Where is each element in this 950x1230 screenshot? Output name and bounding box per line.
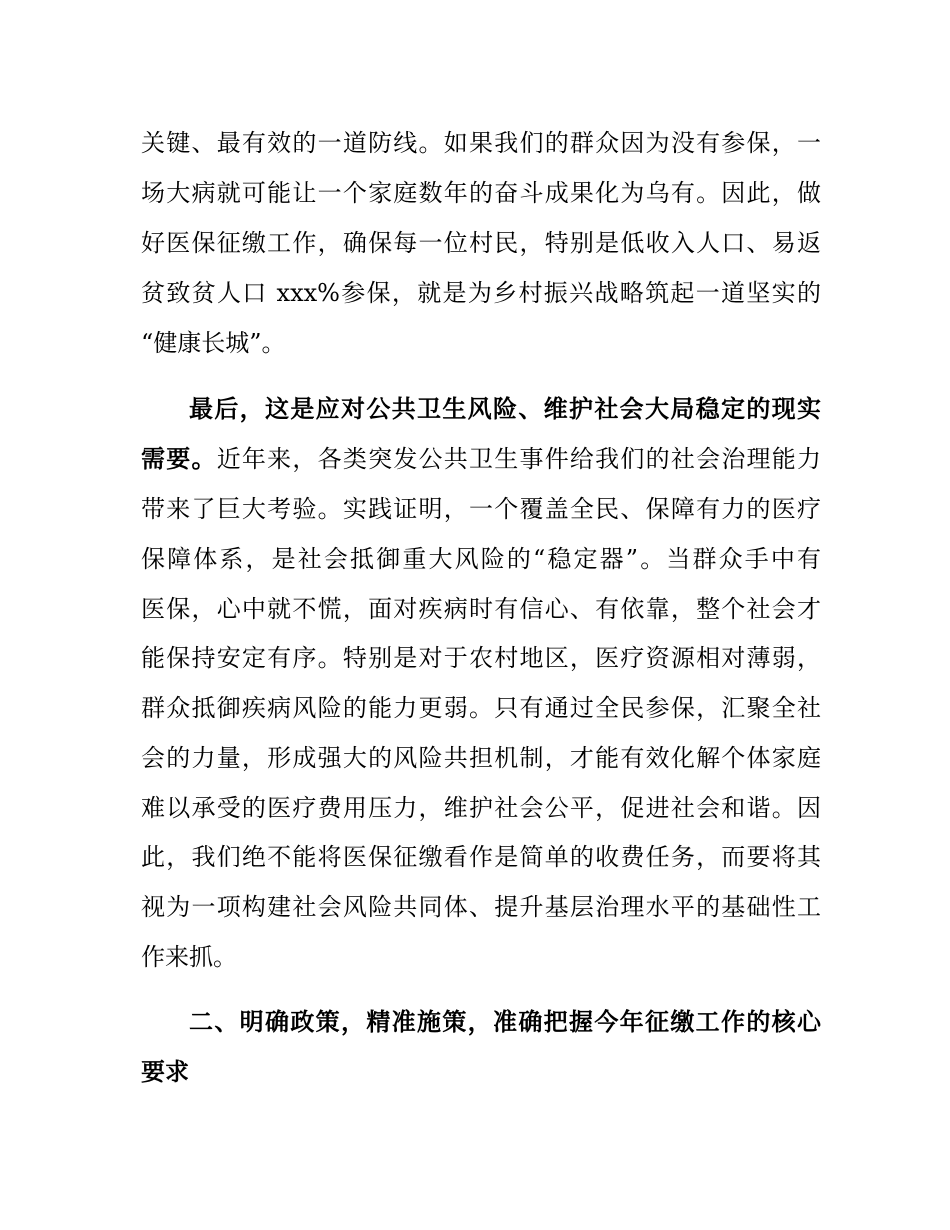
paragraph-2-line-7: 群众抵御疾病风险的能力更弱。只有通过全民参保，汇聚全社: [141, 694, 821, 722]
paragraph-2-line-10: 此，我们绝不能将医保征缴看作是简单的收费任务，而要将其: [141, 843, 821, 871]
paragraph-1-line-2: 场大病就可能让一个家庭数年的奋斗成果化为乌有。因此，做: [141, 179, 821, 207]
paragraph-2-line-6: 能保持安定有序。特别是对于农村地区，医疗资源相对薄弱，: [141, 644, 821, 672]
paragraph-2-heading-line: 最后，这是应对公共卫生风险、维护社会大局稳定的现实: [189, 395, 821, 423]
paragraph-2-line-9: 难以承受的医疗费用压力，维护社会公平，促进社会和谐。因: [141, 794, 821, 822]
paragraph-2-line-2: [141, 439, 821, 479]
paragraph-2-line-8: 会的力量，形成强大的风险共担机制，才能有效化解个体家庭: [141, 744, 821, 772]
paragraph-2-line-4: 保障体系，是社会抵御重大风险的“稳定器”。当群众手中有: [141, 545, 821, 573]
section-heading-line-2: 要求: [141, 1058, 189, 1086]
paragraph-2-line-5: 医保，心中就不慌，面对疾病时有信心、有依靠，整个社会才: [141, 595, 821, 623]
paragraph-1-line-3: 好医保征缴工作，确保每一位村民，特别是低收入人口、易返: [141, 229, 821, 257]
paragraph-2-line-11: 视为一项构建社会风险共同体、提升基层治理水平的基础性工: [141, 893, 821, 921]
section-heading-line-1: 二、明确政策，精准施策，准确把握今年征缴工作的核心: [189, 1008, 821, 1036]
paragraph-2-line-12: 作来抓。: [141, 943, 237, 971]
paragraph-1-line-5: “健康长城”。: [141, 329, 286, 357]
paragraph-2-line-2-text: 近年来，各类突发公共卫生事件给我们的社会治理能力: [216, 445, 822, 473]
paragraph-1-line-4: 贫致贫人口 xxx%参保，就是为乡村振兴战略筑起一道坚实的: [141, 279, 821, 307]
paragraph-2-line-3: 带来了巨大考验。实践证明，一个覆盖全民、保障有力的医疗: [141, 495, 821, 523]
paragraph-2-heading-end: 需要。: [141, 445, 217, 473]
paragraph-1-line-1: 关键、最有效的一道防线。如果我们的群众因为没有参保，一: [141, 129, 821, 157]
